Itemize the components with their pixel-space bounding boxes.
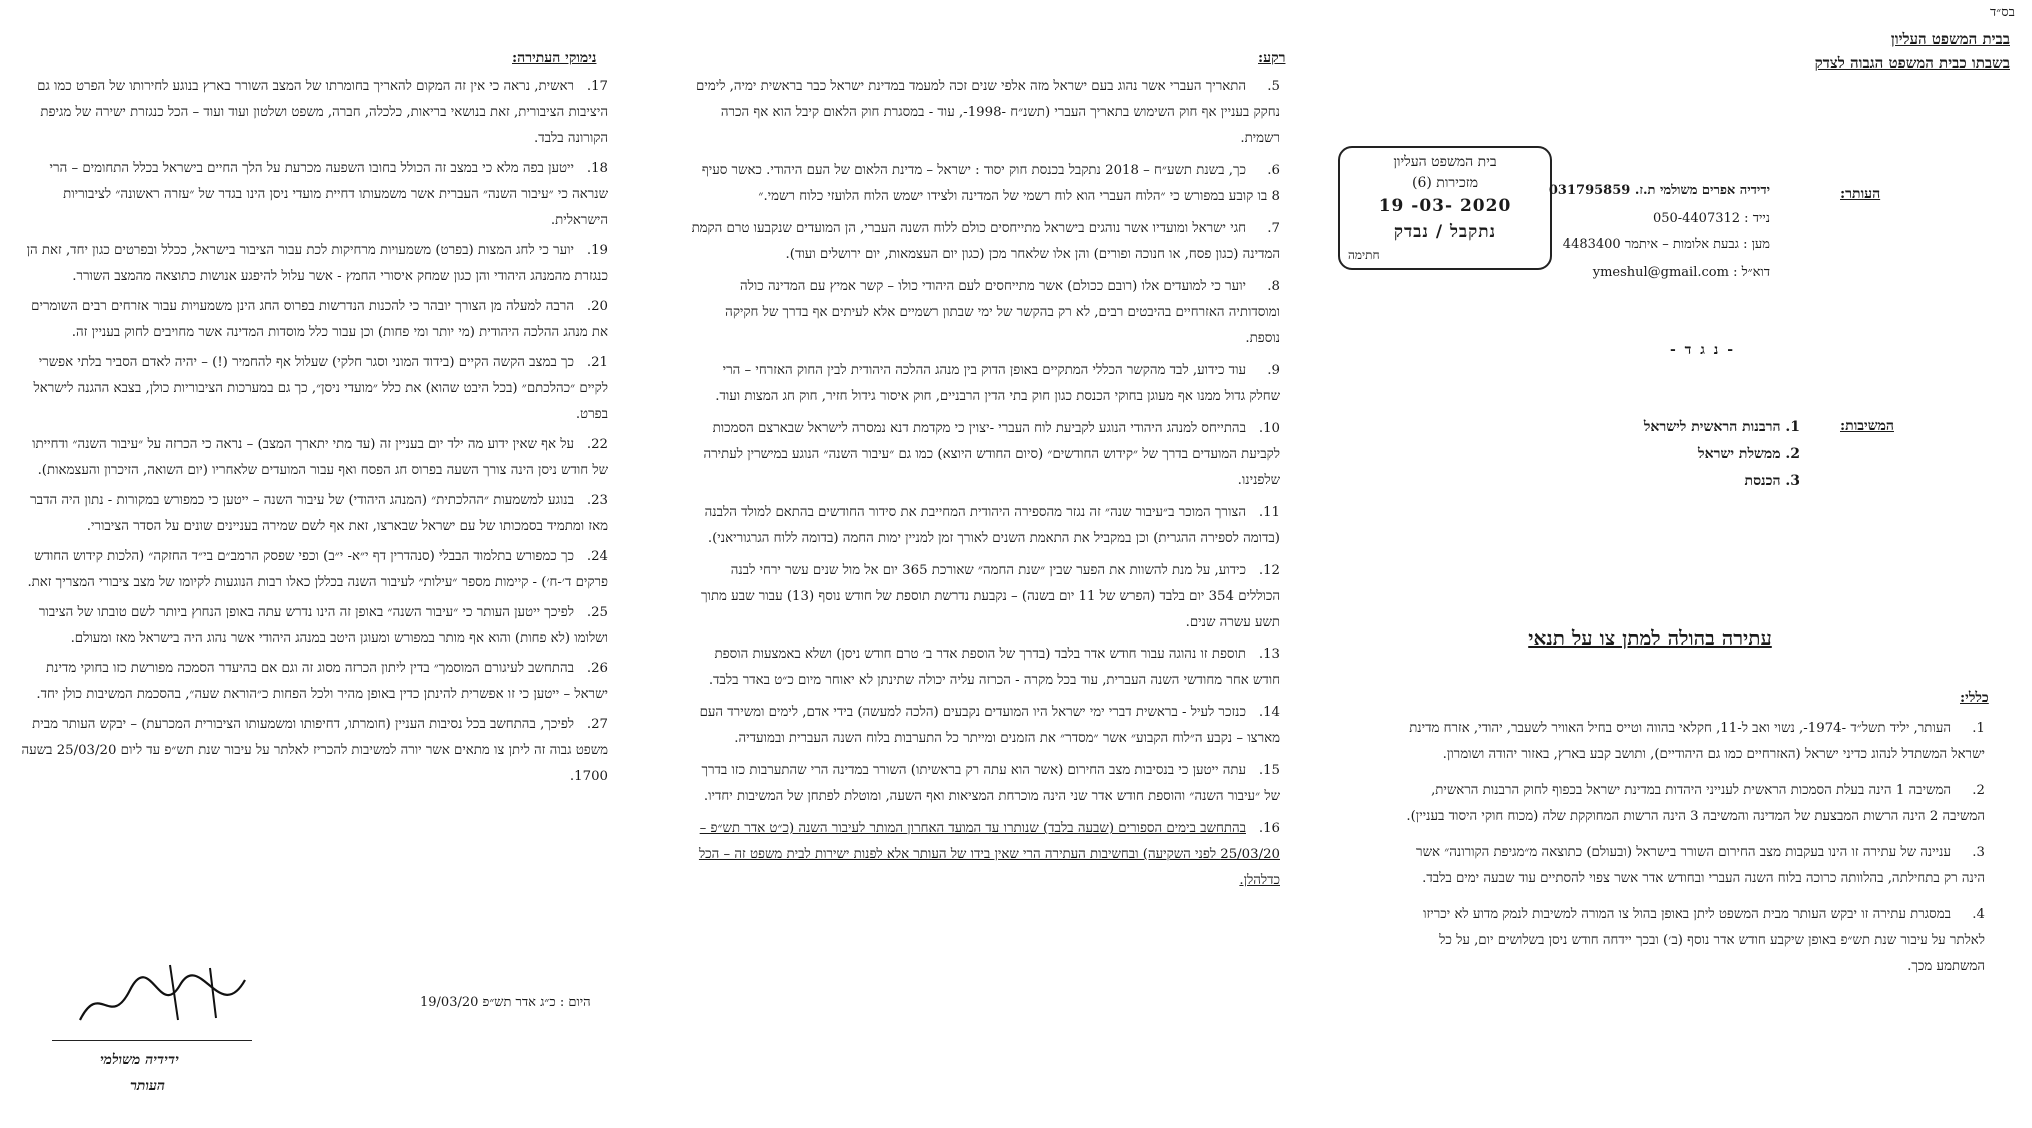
paragraph: 2.המשיבה 1 הינה בעלת הסמכות הראשית לענייני היהדות במדינת ישראל בכפוף לחוק הרבנות הראשית, המשיבה 2 הינה הרשות המבצעת של המדינה והמשיבה 3 הינה הרשות המחוקקת שלה (מכוח חוקי היסוד בעניין). [1406,783,1985,824]
signer-name: ידידיה משולמי [100,1052,179,1068]
respondents-label: המשיבות: [1840,418,1894,434]
paragraph: 11.הצורך המוכר ב״עיבור שנה״ זה נגזר מהספירה היהודית המחייבת את סידור החודשים בהתאם למולד הלבנה (בדומה לספירה ההגרית) וכן במקביל את התאמת השנים לאורך זמן למניין ימות החמה (בדומה ללוח הגרגוריאני). [704,505,1280,546]
petitioner-label: העותר: [1840,186,1881,202]
paragraph: 23.בנוגע למשמעות ״ההלכתית״ (המנהג היהודי) של עיבור השנה – ייטען כי כמפורש במקורות - נתון היה הדבר מאז ומתמיד בסמכותו של עם ישראל שבארצו, זאת אף לשם שמירה בעניינים שונים על הסדר הציבורי. [30,493,608,534]
stamp-sign: חתימה [1348,248,1380,262]
general-heading: כללי: [1960,690,1989,706]
paragraph: 22.על אף שאין ידוע מה ילד יום בעניין זה (עד מתי יתארך המצב) – נראה כי הכרזה על ״עיבור השנה״ ודחייתו של חודש ניסן הינה צורך השעה בפרוס חג הפסח ואף עבור המועדים שלאחריו (יום השואה, הזיכרון והעצמאות). [32,437,608,478]
paragraph: 5.התאריך העברי אשר נהוג בעם ישראל מזה אלפי שנים זכה למעמד במדינת ישראל כבר בראשית ימיה, לימים נחקק בעניין אף חוק השימוש בתאריך העברי (תשנ״ח -1998-, עוד - במסגרת חוק הלאום קיבל הוא אף הכרה רשמית. [696,79,1280,146]
reasons-section [18,74,608,790]
court-name: בבית המשפט העליון [1890,30,2010,48]
respondent-item: 1. הרבנות הראשית לישראל [1643,419,1800,435]
petitioner-name: ידידיה אפרים משולמי ת.ז. 031795859 [1548,183,1770,198]
paragraph: 14.כנזכר לעיל - בראשית דברי ימי ישראל היו המועדים נקבעים (הלכה למעשה) בידי אדם, לימים ומשירד העם מארצו – נקבע ה״לוח הקבוע״ אשר ״מסדר״ את הזמנים ומייתר כל התערבות בלוח השנה העברית ובמועדיה. [699,705,1280,746]
paragraph: 1.העותר, יליד תשל״ד -1974-, נשוי ואב ל-11, חקלאי בהווה וטייס בחיל האוויר לשעבר, יהודי, אזרח מדינת ישראל המשתדל לנהוג כדיני ישראל (האזרחיים כמו גם היהודיים), ותושב קבע בארץ, באזור יהודה ושומרון. [1409,721,1985,762]
respondent-item: 3. הכנסת [1744,473,1800,489]
paragraph: 20.הרבה למעלה מן הצורך יובהר כי להכנות הנדרשות בפרוס החג הינן משמעויות עבור אזרחים רבים השומרים את מנהג ההלכה היהודית (מי יותר ומי פחות) וכן עבור כלל מוסדות המדינה אשר מחויבים לחוק בעניין זה. [31,299,608,340]
petition-date: היום : כ״ג אדר תש״פ 19/03/20 [420,995,591,1010]
paragraph: 3.עניינה של עתירה זו הינו בעקבות מצב החירום השורר בישראל (ובעולם) כתוצאה מ״מגיפת הקורונה״ אשר הינה רק בתחילתה, בהלוותה כרוכה בלוח השנה העברי ובחודש אדר אשר צפוי להסתיים עוד שבעה ימים בלבד. [1416,845,1985,886]
paragraph: 6.כך, בשנת תשע״ח – 2018 נתקבל בכנסת חוק יסוד : ישראל – מדינת הלאום של העם היהודי. כאשר סעיף 8 בו קובע במפורש כי ״הלוח העברי הוא לוח רשמי של המדינה ולצידו ישמש הלוח הלועזי כלוח רשמי.״ [701,163,1280,204]
petitioner-email: דוא״ל : ymeshul@gmail.com [1592,265,1770,280]
paragraph: 17.ראשית, נראה כי אין זה המקום להאריך בחומרתו של המצב השורר בארץ בנוגע לחירותו של הפרט כמו גם היציבות הציבורית, זאת בנושאי בריאות, כלכלה, חברה, משפט ושלטון ועוד ועוד – הכל כנגזרת ישירה של מגיפת הקורונה בלבד. [37,79,608,146]
paragraph: 25.לפיכך ייטען העותר כי ״עיבור השנה״ באופן זה הינו נדרש עתה באופן הנחוץ ביותר לשם טובתו של הציבור ושלומו (לא פחות) והוא אף מותר במפורש ומעוגן היטב במנהג היהודי אשר נהוג היה בישראל מאז ומעולם. [38,605,608,646]
paragraph: 24.כך כמפורש בתלמוד הבבלי (סנהדרין דף י״א- י״ב) וכפי שפסק הרמב״ם בי״ד החזקה״ (הלכות קידוש החודש פרקים ד׳-ח׳) - קיימות מספר ״עילות״ לעיבור השנה בכללן כאלו רבות הנוגעות לקיומו של מצב ציבורי המצריך זאת. [27,549,608,590]
respondent-item: 2. ממשלת ישראל [1698,446,1800,462]
paragraph: 12.כידוע, על מנת להשוות את הפער שבין ״שנת החמה״ שאורכת 365 יום אל מול שנים עשר ירחי לבנה הכוללים 354 יום בלבד (הפרש של 11 יום בשנה) – נקבעת נדרשת תוספת של חודש נוסף (13) עבור שבע מתוך תשע עשרה שנים. [701,563,1280,630]
paragraph: 13.תוספת זו נהוגה עבור חודש אדר בלבד (בדרך של הוספת אדר ב׳ טרם חודש ניסן) ושלא באמצעות הוספת חודש אחר מחודשי השנה העברית, עוד בכל מקרה - הכרזה עליה יכולה שתינתן לא יאוחר מיום כ״ט באדר בלבד. [708,647,1280,688]
stamp-line2: מזכירות (6) [1411,175,1478,191]
paragraph: 18.ייטען בפה מלא כי במצב זה הכולל בחובו השפעה מכרעת על הלך החיים בישראל בכלל התחומים – הרי שנראה כי ״עיבור השנה״ העברית אשר משמעותו דחיית מועדי ניסן הינו בגדר של ״עזרה ראשונה״ לציבוריות הישראלית. [49,161,608,228]
signature-line [52,1040,252,1041]
background-section [690,74,1280,894]
paragraph: 27.לפיכך, בהתחשב בכל נסיבות העניין (חומרתו, דחיפותו ומשמעותו הציבורית המכרעת) – יבקש העותר מבית משפט גבוה זה ליתן צו מתאים אשר יורה למשיבות להכריז לאלתר על עיבור שנת תש״פ עד ליום 25/03/20 בשעה 1700. [21,717,608,784]
versus-label: - נ ג ד - [1670,342,1736,358]
petition-title: עתירה בהולה למתן צו על תנאי [1528,626,1772,650]
paragraph: 4.במסגרת עתירה זו יבקש העותר מבית המשפט ליתן באופן בהול צו המורה למשיבות לנמק מדוע לא יכריזו לאלתר על עיבור שנת תש״פ באופן שיקבע חודש אדר נוסף (ב׳) ובכך יידחה חודש ניסן בשלושים יום, על כל המשתמע מכך. [1423,907,1985,974]
court-subtitle: בשבתו כבית המשפט הגבוה לצדק [1814,54,2010,72]
reasons-heading: נימוקי העתירה: [512,50,597,66]
bsd-mark: בס״ד [1990,5,2015,20]
handwritten-signature [70,960,270,1040]
paragraph: 21.כך במצב הקשה הקיים (בידוד המוני וסגר חלקי) שעלול אף להחמיר (!) – יהיה לאדם הסביר בלתי אפשרי לקיים ״כהלכתם״ (בכל היבט שהוא) את כלל ״מועדי ניסן״, כך גם במערכות הציבוריות כולן, בצבא ההגנה לישראל בפרט. [33,355,608,422]
paragraph: 15.עתה ייטען כי בנסיבות מצב החירום (אשר הוא עתה רק בראשיתו) השורר במדינה הרי שהתערבות כזו בדרך של ״עיבור השנה״ והוספת חודש אדר שני הינה מוכרחת המציאות ואף השעה, ומוטלת לפתחן של המשיבות יחדיו. [701,763,1280,804]
paragraph: 7.חגי ישראל ומועדיו אשר נוהגים בישראל מתייחסים כולם ללוח השנה העברי, הן המועדים שנקבעו טרם הקמת המדינה (כגון פסח, או חנוכה ופורים) והן אלו שלאחר מכן (כגון יום העצמאות, יום ירושלים ועוד). [691,221,1280,262]
paragraph: 16.בהתחשב בימים הספורים (שבעה בלבד) שנותרו עד המועד האחרון המותר לעיבור השנה (כ״ט אדר תש״פ – 25/03/20 לפני השקיעה) ובחשיבות העתירה הרי שאין בידו של העותר אלא לפנות ישירות לבית משפט זה – הכל כדלהלן. [698,821,1280,888]
respondents-list [1580,414,1800,495]
paragraph: 10.בהתייחס למנהג היהודי הנוגע לקביעת לוח העברי -יצוין כי מקדמת דנא נמסרה לישראל שבארצם הסמכות לקביעת המועדים בדרך של ״קידוש החודשים״ (סיום החודש היוצא) כמו גם ״עיבור השנה״ הנוגע במישרין לעתירה שלפנינו. [703,421,1280,488]
paragraph: 8.יוער כי למועדים אלו (רובם ככולם) אשר מתייחסים לעם היהודי כולו – קשר אמיץ עם המדינה כולה ומוסדותיה האזרחיים בהיבטים רבים, לא רק בהקשר של ימי שבתון רשמיים אלא לעיתים אף בדרך של חקיקה נוספת. [725,279,1280,346]
stamp-received: נתקבל / נבדק [1393,221,1497,242]
paragraph: 9.עוד כידוע, לבד מהקשר הכללי המתקיים באופן הדוק בין מנהג ההלכה היהודית לבין החוק האזרחי – הרי שחלק גדול ממנו אף מעוגן בחוקי הכנסת כגון חוק בתי הדין הרבניים, חוק איסור גידול חזיר, חוק חג המצות ועוד. [715,363,1280,404]
petitioner-phone: נייד : 050-4407312 [1652,211,1770,226]
stamp-line1: בית המשפט העליון [1393,154,1497,170]
paragraph: 26.בהתחשב לעיגורם המוסמך״ בדין ליתון הכרזה מסוג זה וגם אם בהיעדר הסמכה מפורשת כזו בחוקי מדינת ישראל – ייטען כי זו אפשרית להינתן כדין באופן מהיר ולכל הפחות כ״הוראת שעה״, בהסכמת המשיבות כולן יחד. [36,661,608,702]
stamp-date: 19 -03- 2020 [1378,196,1512,216]
paragraph: 19.יוער כי לחג המצות (בפרט) משמעויות מרחיקות לכת עבור הציבור בישראל, ככלל ובפרטים כגון יחד, זאת הן כנגזרת מהמנהג היהודי והן כגון שמחק איסורי החמץ - אשר עלול להיפגע אנושות כתוצאה מהמצב השורר. [26,243,608,284]
background-heading: רקע: [1258,50,1286,66]
petitioner-address: מען : גבעת אלומות – איתמר 4483400 [1562,237,1770,252]
general-section [1395,716,1985,980]
signer-role: העותר [130,1078,165,1094]
